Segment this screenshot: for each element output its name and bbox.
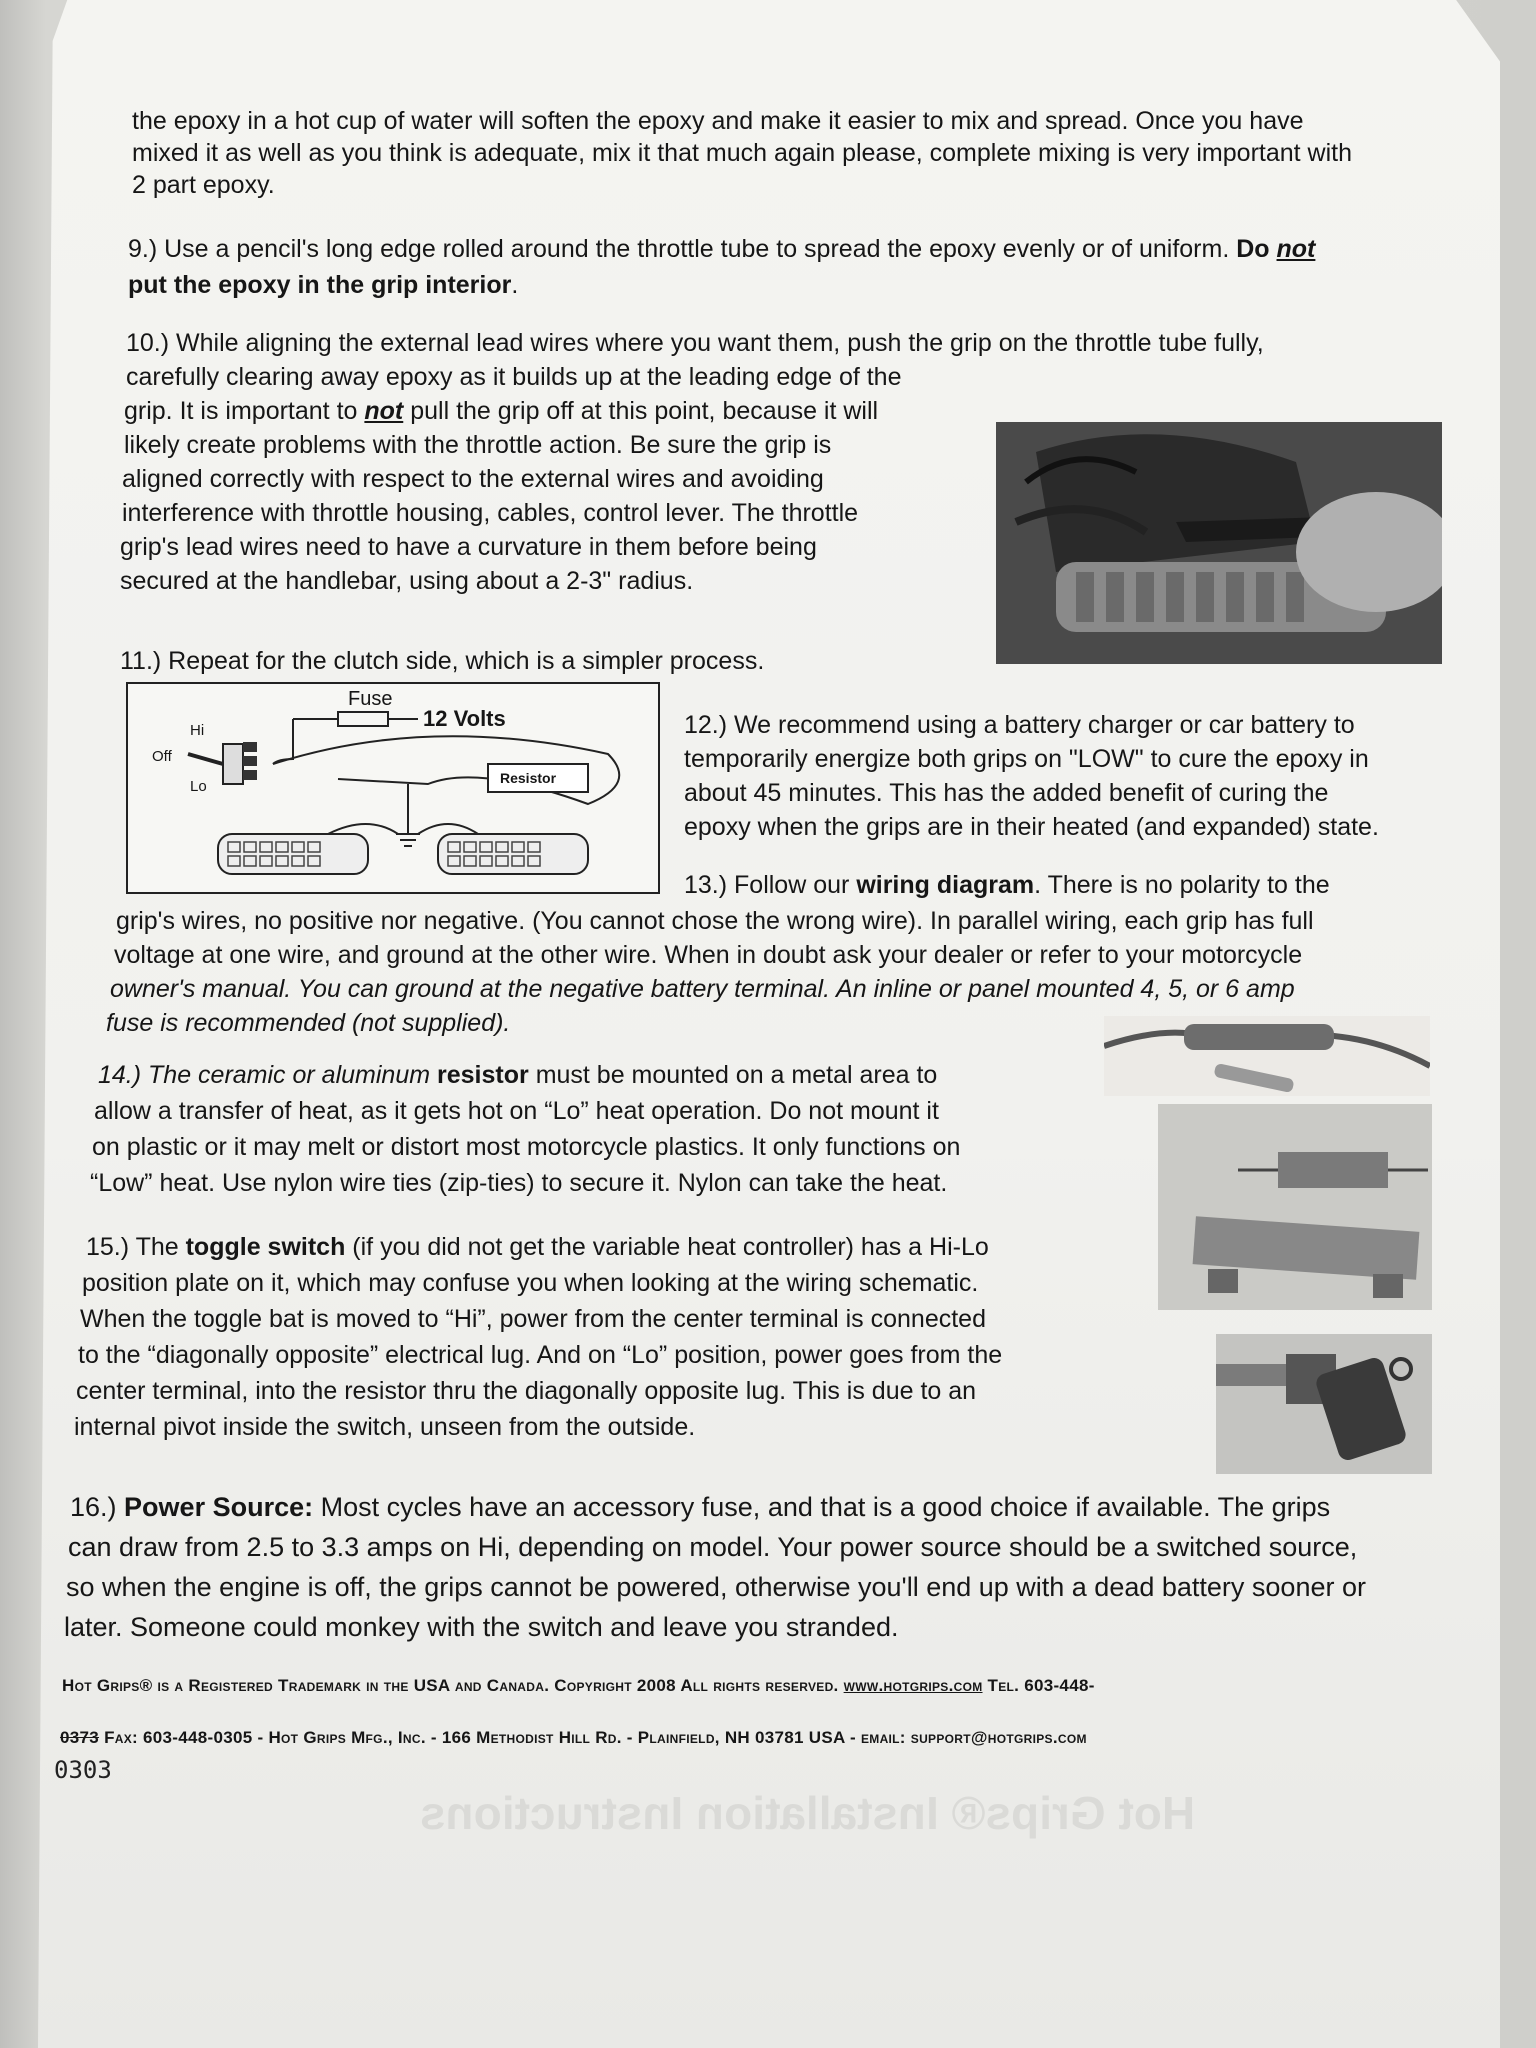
step10-line-6: interference with throttle housing, cables, control lever. The throttle [122,499,859,527]
step14-line-4: “Low” heat. Use nylon wire ties (zip-ties) to secure it. Nylon can take the heat. [90,1169,948,1197]
step12-line-3: about 45 minutes. This has the added benefit of curing the [684,779,1329,807]
step14-text-c: must be mounted on a metal area to [535,1061,938,1089]
step13-wiring-diagram: wiring diagram [856,871,1035,899]
footer-tel: Tel. 603-448- [987,1676,1095,1695]
step9-text: 9.) Use a pencil's long edge rolled around the throttle tube to spread the epoxy evenly or of uniform. [128,235,1230,263]
step15-line-5: center terminal, into the resistor thru the diagonally opposite lug. This is due to an [76,1377,977,1405]
step15-line-6: internal pivot inside the switch, unseen from the outside. [74,1413,696,1441]
step10-not: not [364,397,404,425]
step10-line-1: 10.) While aligning the external lead wires where you want them, push the grip on the throttle tube fully, [126,329,1264,357]
diagram-lo-label: Lo [190,778,207,795]
diagram-fuse-label: Fuse [348,688,393,710]
footer-struck-number: 0373 [60,1728,100,1747]
footer-contact: Fax: 603-448-0305 - Hot Grips Mfg., Inc. - 166 Methodist Hill Rd. - Plainfield, NH 03781 USA - email: support@hotgrips.com [104,1728,1087,1747]
step16-text-c: Most cycles have an accessory fuse, and that is a good choice if available. The grips [320,1492,1331,1522]
step10-text-a: grip. It is important to [124,397,358,425]
diagram-resistor-label: Resistor [500,770,557,786]
step12-line-1: 12.) We recommend using a battery charger or car battery to [684,711,1355,739]
step10-line-4: likely create problems with the throttle action. Be sure the grip is [124,431,832,459]
bleed-through-title: Hot Grips® Installation Instructions [420,1787,1196,1839]
step14-line-2: allow a transfer of heat, as it gets hot on “Lo” heat operation. Do not mount it [94,1097,939,1125]
step16-line-1 [70,1488,1330,1526]
step9-do: Do [1236,235,1270,263]
step14-line-3: on plastic or it may melt or distort most motorcycle plastics. It only functions on [92,1133,961,1161]
step16-line-3: so when the engine is off, the grips cannot be powered, otherwise you'll end up with a dead battery sooner or [66,1572,1366,1602]
intro-line-2: mixed it as well as you think is adequate, mix it that much again please, complete mixing is very important with [132,139,1352,167]
step13-line-5: fuse is recommended (not supplied). [106,1009,511,1037]
footer-trademark: Hot Grips® is a Registered Trademark in the USA and Canada. Copyright 2008 All rights reserved. [62,1676,839,1695]
step13-line-4: owner's manual. You can ground at the negative battery terminal. An inline or panel mounted 4, 5, or 6 amp [110,975,1295,1003]
step13-text-c: . There is no polarity to the [1034,871,1330,899]
step13-line-2: grip's wires, no positive nor negative. (You cannot chose the wrong wire). In parallel wiring, each grip has full [116,907,1314,935]
step15-line-2: position plate on it, which may confuse you when looking at the wiring schematic. [82,1269,979,1297]
resistor-photo [1158,1104,1432,1310]
step11-text: 11.) Repeat for the clutch side, which is a simpler process. [120,647,765,675]
step10-line-2: carefully clearing away epoxy as it builds up at the leading edge of the [126,363,902,391]
footer-line-2 [60,1728,1087,1748]
step9-not: not [1276,235,1316,263]
step16-power-source: Power Source: [124,1492,314,1522]
step15-line-1 [86,1230,989,1264]
step9-line-2 [128,268,518,302]
footer-website-link[interactable]: www.hotgrips.com [843,1676,983,1695]
wiring-diagram [126,682,660,894]
diagram-volts-label: 12 Volts [423,706,506,731]
step14-text-a: 14.) The ceramic or aluminum [98,1061,431,1089]
step12-line-4: epoxy when the grips are in their heated (and expanded) state. [684,813,1379,841]
step10-text-b: pull the grip off at this point, because it will [410,397,879,425]
step16-number: 16.) [70,1492,117,1522]
footer-line-1 [62,1676,1095,1696]
step12-line-2: temporarily energize both grips on "LOW" to cure the epoxy in [684,745,1369,773]
intro-line-1: the epoxy in a hot cup of water will soften the epoxy and make it easier to mix and spread. Once you have [132,107,1304,135]
inline-fuse-photo [1104,1016,1430,1096]
step9-period: . [511,271,519,299]
step13-text-a: 13.) Follow our [684,871,850,899]
step15-text-c: (if you did not get the variable heat controller) has a Hi-Lo [352,1233,989,1261]
toggle-switch-photo [1216,1334,1432,1474]
step15-toggle-switch: toggle switch [185,1233,346,1261]
step15-line-4: to the “diagonally opposite” electrical lug. And on “Lo” position, power goes from the [78,1341,1003,1369]
step13-line-1 [684,868,1330,902]
intro-line-3: 2 part epoxy. [132,171,275,199]
step14-line-1 [98,1058,937,1092]
step14-resistor: resistor [437,1061,529,1089]
step9-line-1 [128,232,1315,266]
step13-line-3: voltage at one wire, and ground at the other wire. When in doubt ask your dealer or refer to your motorcycle [114,941,1303,969]
handwritten-correction: 0303 [54,1756,112,1784]
diagram-hi-label: Hi [190,722,205,739]
step15-text-a: 15.) The [86,1233,179,1261]
step16-line-4: later. Someone could monkey with the switch and leave you stranded. [64,1612,899,1642]
throttle-grip-photo [996,422,1442,664]
step9-bold-text: put the epoxy in the grip interior [128,271,512,299]
step10-line-5: aligned correctly with respect to the external wires and avoiding [122,465,824,493]
diagram-off-label: Off [152,748,172,765]
step16-line-2: can draw from 2.5 to 3.3 amps on Hi, depending on model. Your power source should be a switched source, [68,1532,1358,1562]
step10-line-7: grip's lead wires need to have a curvature in them before being [120,533,817,561]
step15-line-3: When the toggle bat is moved to “Hi”, power from the center terminal is connected [80,1305,986,1333]
step10-line-8: secured at the handlebar, using about a 2-3" radius. [120,567,694,595]
step10-line-3 [124,394,878,428]
